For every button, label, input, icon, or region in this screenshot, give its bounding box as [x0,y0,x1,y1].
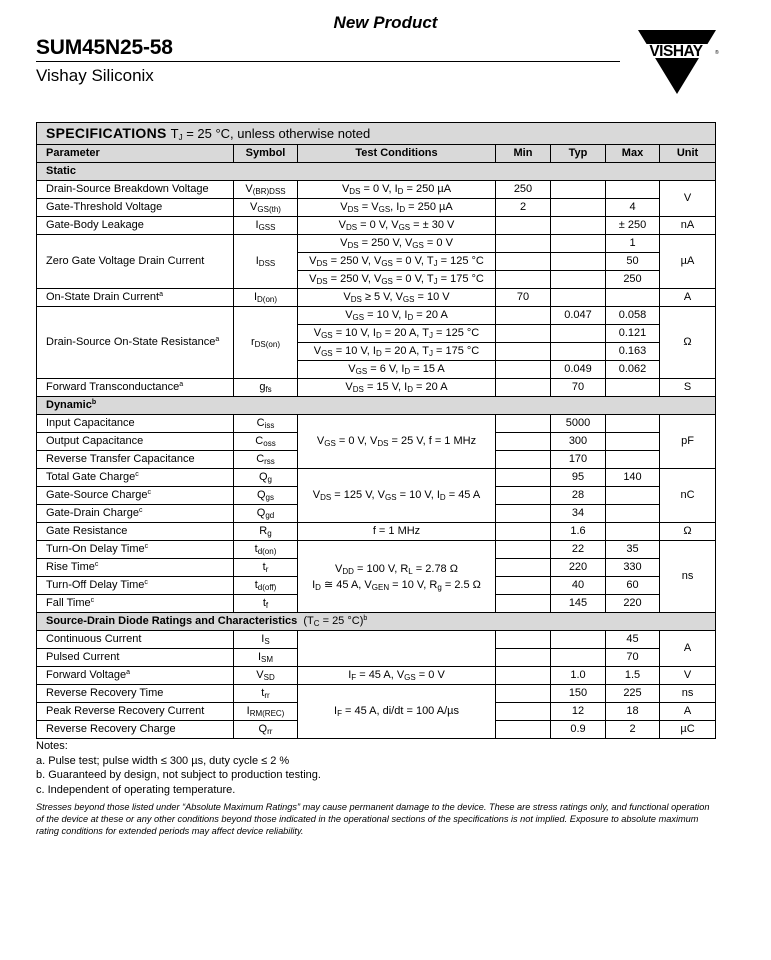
symbol-qrr: $Q_{rr}$ [234,721,298,739]
param-trr: Reverse Recovery Time [37,685,234,703]
symbol-tdoff: $t_{d(off)}$ [234,577,298,595]
disclaimer: Stresses beyond those listed under “Absolute Maximum Ratings” may cause permanent damage to the device. These are stress ratings only, and functional operation of the device at these or any other conditions beyond those indicated in the operational sections of the specifications is not implied. Exposure to absolute maximum rating conditions for extended periods may affect device reliability. [36,802,710,836]
typ-qg: 95 [551,469,606,487]
typ-rdson-1: 0.047 [551,307,606,325]
unit-ohm: Ω [660,523,716,541]
table-title: SPECIFICATIONS [46,125,167,141]
param-tdoff: Turn-Off Delay Time$^c$ [37,577,234,595]
max-idss-3: 250 [606,271,660,289]
typ-tf: 145 [551,595,606,613]
condition-gate-charge: $V_{DS} = 125$ V, $V_{GS} = 10$ V, $I_D = 45$ A [298,469,496,523]
param-qrr: Reverse Recovery Charge [37,721,234,739]
table-header-row [37,145,716,163]
section-diode: Source-Drain Diode Ratings and Characteristics ($T_C = 25$ °C)$^b$ [37,613,716,631]
symbol-is: $I_S$ [234,631,298,649]
unit-amp: A [660,703,716,721]
typ-ciss: 5000 [551,415,606,433]
table-row [37,523,716,541]
condition-switching: $V_{DD} = 100$ V, $R_L = 2.78$ Ω $I_D$ ≅ 45 A, $V_{GEN} = 10$ V, $R_g = 2.5$ Ω [298,541,496,613]
max-vsd: 1.5 [606,667,660,685]
max-rdson-1: 0.058 [606,307,660,325]
param-is: Continuous Current [37,631,234,649]
unit-nanosecond: ns [660,541,716,613]
unit-ohm: Ω [660,307,716,379]
max-igss: ± 250 [606,217,660,235]
header-rule [36,61,620,62]
table-title-condition: $T_J = 25$ °C, unless otherwise noted [170,126,371,142]
symbol-rdson: $r_{DS(on)}$ [234,307,298,379]
section-dynamic: Dynamic$^b$ [37,397,716,415]
table-row [37,667,716,685]
max-rdson-3: 0.163 [606,343,660,361]
typ-rdson-4: 0.049 [551,361,606,379]
max-trr: 225 [606,685,660,703]
header-parameter: Parameter [37,145,234,163]
param-coss: Output Capacitance [37,433,234,451]
unit-amp: A [660,631,716,667]
symbol-crss: $C_{rss}$ [234,451,298,469]
symbol-qg: $Q_g$ [234,469,298,487]
table-row [37,415,716,433]
condition-capacitance: $V_{GS} = 0$ V, $V_{DS} = 25$ V, f = 1 MHz [298,415,496,469]
notes [36,739,321,797]
param-tf: Fall Time$^c$ [37,595,234,613]
note-b: b. Guaranteed by design, not subject to production testing. [36,769,321,781]
new-product-label: New Product [333,13,438,32]
symbol-tf: $t_f$ [234,595,298,613]
unit-nanoamp: nA [660,217,716,235]
max-qg: 140 [606,469,660,487]
max-tf: 220 [606,595,660,613]
table-row [37,631,716,649]
max-irm: 18 [606,703,660,721]
note-c: c. Independent of operating temperature. [36,783,236,796]
max-is: 45 [606,631,660,649]
unit-microcoulomb: µC [660,721,716,739]
table-row [37,541,716,559]
max-tdon: 35 [606,541,660,559]
table-row [37,235,716,253]
param-qgd: Gate-Drain Charge$^c$ [37,505,234,523]
typ-crss: 170 [551,451,606,469]
header-min: Min [496,145,551,163]
typ-tdoff: 40 [551,577,606,595]
param-qg: Total Gate Charge$^c$ [37,469,234,487]
param-idon: On-State Drain Current$^a$ [37,289,234,307]
typ-gfs: 70 [551,379,606,397]
symbol-idss: $I_{DSS}$ [234,235,298,289]
symbol-tr: $t_r$ [234,559,298,577]
condition-idss-2: $V_{DS} = 250$ V, $V_{GS} = 0$ V, $T_J = 125$ °C [298,253,496,271]
typ-tdon: 22 [551,541,606,559]
table-row [37,181,716,199]
company-name: Vishay Siliconix [36,66,154,85]
unit-volt: V [660,667,716,685]
svg-text:®: ® [715,50,719,56]
max-idss-2: 50 [606,253,660,271]
unit-siemens: S [660,379,716,397]
max-tr: 330 [606,559,660,577]
table-row [37,469,716,487]
symbol-vsd: $V_{SD}$ [234,667,298,685]
condition-rdson-2: $V_{GS} = 10$ V, $I_D = 20$ A, $T_J = 125$ °C [298,325,496,343]
unit-microamp: µA [660,235,716,289]
symbol-bvdss: $V_{(BR)DSS}$ [234,181,298,199]
part-number: SUM45N25-58 [36,36,173,59]
param-ciss: Input Capacitance [37,415,234,433]
typ-coss: 300 [551,433,606,451]
param-irm: Peak Reverse Recovery Current [37,703,234,721]
symbol-ciss: $C_{iss}$ [234,415,298,433]
symbol-qgd: $Q_{gd}$ [234,505,298,523]
symbol-idon: $I_{D(on)}$ [234,289,298,307]
min-idon: 70 [496,289,551,307]
note-a: a. Pulse test; pulse width ≤ 300 µs, duty cycle ≤ 2 % [36,754,290,767]
notes-heading: Notes: [36,740,68,752]
specifications-table [36,122,716,739]
param-vgsth: Gate-Threshold Voltage [37,199,234,217]
condition-vsd: $I_F = 45$ A, $V_{GS} = 0$ V [298,667,496,685]
condition-vgsth: $V_{DS} = V_{GS}$, $I_D = 250$ µA [298,199,496,217]
header-typ: Typ [551,145,606,163]
typ-qgs: 28 [551,487,606,505]
condition-rdson-1: $V_{GS} = 10$ V, $I_D = 20$ A [298,307,496,325]
table-row [37,199,716,217]
param-tr: Rise Time$^c$ [37,559,234,577]
typ-trr: 150 [551,685,606,703]
min-vgsth: 2 [496,199,551,217]
max-tdoff: 60 [606,577,660,595]
typ-qrr: 0.9 [551,721,606,739]
unit-volt: V [660,181,716,217]
table-row [37,307,716,325]
param-ism: Pulsed Current [37,649,234,667]
max-ism: 70 [606,649,660,667]
vishay-logo [636,30,718,94]
table-title-row [37,123,716,145]
max-vgsth: 4 [606,199,660,217]
typ-tr: 220 [551,559,606,577]
symbol-gfs: $g_{fs}$ [234,379,298,397]
symbol-qgs: $Q_{gs}$ [234,487,298,505]
header-symbol: Symbol [234,145,298,163]
symbol-vgsth: $V_{GS(th)}$ [234,199,298,217]
condition-rg: f = 1 MHz [298,523,496,541]
symbol-ism: $I_{SM}$ [234,649,298,667]
max-rdson-2: 0.121 [606,325,660,343]
condition-rdson-4: $V_{GS} = 6$ V, $I_D = 15$ A [298,361,496,379]
max-qrr: 2 [606,721,660,739]
condition-idss-3: $V_{DS} = 250$ V, $V_{GS} = 0$ V, $T_J = 175$ °C [298,271,496,289]
symbol-igss: $I_{GSS}$ [234,217,298,235]
param-bvdss: Drain-Source Breakdown Voltage [37,181,234,199]
param-crss: Reverse Transfer Capacitance [37,451,234,469]
table-row [37,379,716,397]
header-test-conditions: Test Conditions [298,145,496,163]
param-idss: Zero Gate Voltage Drain Current [37,235,234,289]
param-igss: Gate-Body Leakage [37,217,234,235]
param-rg: Gate Resistance [37,523,234,541]
condition-rdson-3: $V_{GS} = 10$ V, $I_D = 20$ A, $T_J = 175$ °C [298,343,496,361]
param-qgs: Gate-Source Charge$^c$ [37,487,234,505]
param-rdson: Drain-Source On-State Resistance$^a$ [37,307,234,379]
table-row [37,289,716,307]
condition-recovery: $I_F = 45$ A, di/dt = 100 A/µs [298,685,496,739]
max-idss-1: 1 [606,235,660,253]
table-row [37,217,716,235]
typ-rg: 1.6 [551,523,606,541]
condition-idon: $V_{DS} \ge 5$ V, $V_{GS} = 10$ V [298,289,496,307]
param-tdon: Turn-On Delay Time$^c$ [37,541,234,559]
header-max: Max [606,145,660,163]
section-static: Static [37,163,716,181]
unit-nanocoulomb: nC [660,469,716,523]
typ-qgd: 34 [551,505,606,523]
unit-nanosecond: ns [660,685,716,703]
symbol-trr: $t_{rr}$ [234,685,298,703]
unit-amp: A [660,289,716,307]
symbol-rg: $R_g$ [234,523,298,541]
condition-gfs: $V_{DS} = 15$ V, $I_D = 20$ A [298,379,496,397]
symbol-irm: $I_{RM(REC)}$ [234,703,298,721]
symbol-coss: $C_{oss}$ [234,433,298,451]
table-row [37,685,716,703]
header-unit: Unit [660,145,716,163]
condition-idss-1: $V_{DS} = 250$ V, $V_{GS} = 0$ V [298,235,496,253]
max-rdson-4: 0.062 [606,361,660,379]
symbol-tdon: $t_{d(on)}$ [234,541,298,559]
unit-picofarad: pF [660,415,716,469]
typ-vsd: 1.0 [551,667,606,685]
condition-bvdss: $V_{DS} = 0$ V, $I_D = 250$ µA [298,181,496,199]
typ-irm: 12 [551,703,606,721]
min-bvdss: 250 [496,181,551,199]
param-gfs: Forward Transconductance$^a$ [37,379,234,397]
param-vsd: Forward Voltage$^a$ [37,667,234,685]
svg-text:VISHAY: VISHAY [649,43,703,60]
condition-igss: $V_{DS} = 0$ V, $V_{GS}$ = ± 30 V [298,217,496,235]
